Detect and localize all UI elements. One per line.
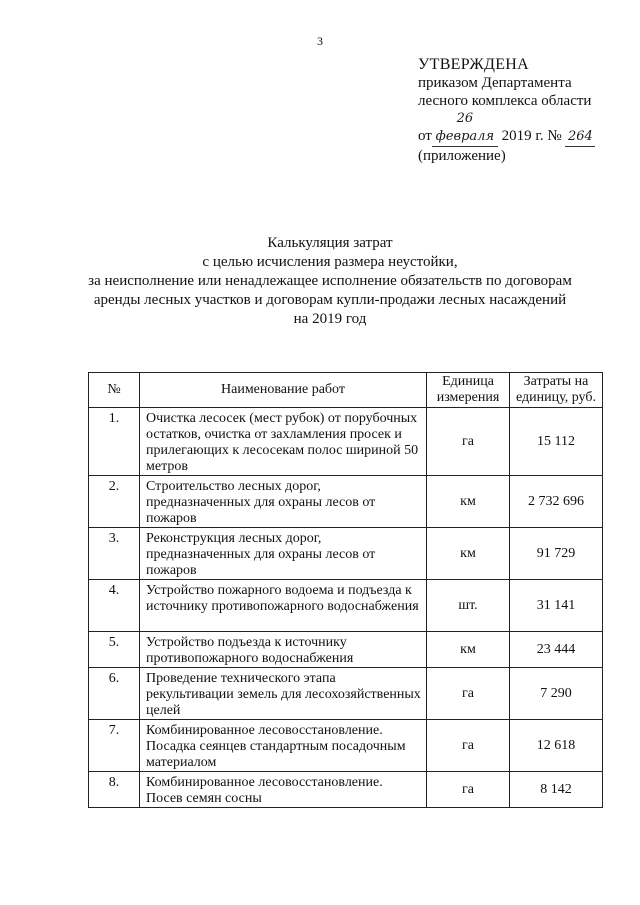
table-row <box>89 632 603 668</box>
row-unit: га <box>427 668 510 720</box>
row-unit: км <box>427 528 510 580</box>
header-cost: Затраты на единицу, руб. <box>510 373 603 408</box>
row-unit: га <box>427 408 510 476</box>
table-row <box>89 476 603 528</box>
row-work-name: Очистка лесосек (мест рубок) от порубочных остатков, очистка от захламления просек и прилегающих к лесосекам полос шириной 50 метров <box>140 408 427 476</box>
table-row <box>89 720 603 772</box>
title-line-5: на 2019 год <box>293 311 367 327</box>
table-row <box>89 580 603 632</box>
row-number: 3. <box>89 528 140 580</box>
row-cost: 2 732 696 <box>510 476 603 528</box>
approval-date-line <box>418 110 595 147</box>
table-row <box>89 772 603 808</box>
row-cost: 7 290 <box>510 668 603 720</box>
approval-line-1: приказом Департамента <box>418 75 572 91</box>
handwritten-date: 26 февраля <box>432 110 498 147</box>
header-unit: Единица измерения <box>427 373 510 408</box>
row-number: 2. <box>89 476 140 528</box>
handwritten-number: 264 <box>565 128 595 147</box>
row-unit: шт. <box>427 580 510 632</box>
row-work-name: Проведение технического этапа рекультивации земель для лесохозяйственных целей <box>140 668 427 720</box>
row-number: 7. <box>89 720 140 772</box>
row-work-name: Строительство лесных дорог, предназначенных для охраны лесов от пожаров <box>140 476 427 528</box>
row-number: 1. <box>89 408 140 476</box>
page-number: 3 <box>317 34 323 48</box>
table-row <box>89 668 603 720</box>
title-line-2: с целью исчисления размера неустойки, <box>202 254 458 270</box>
row-cost: 12 618 <box>510 720 603 772</box>
title-line-3: за неисполнение или ненадлежащее исполнение обязательств по договорам <box>88 273 572 289</box>
approval-block <box>418 56 595 165</box>
row-number: 4. <box>89 580 140 632</box>
row-cost: 31 141 <box>510 580 603 632</box>
row-unit: га <box>427 720 510 772</box>
row-cost: 23 444 <box>510 632 603 668</box>
header-num: № <box>89 373 140 408</box>
row-cost: 15 112 <box>510 408 603 476</box>
row-unit: км <box>427 476 510 528</box>
row-work-name: Устройство пожарного водоема и подъезда к источнику противопожарного водоснабжения <box>140 580 427 632</box>
date-suffix: 2019 г. № <box>501 128 562 144</box>
title-line-4: аренды лесных участков и договорам купли-продажи лесных насаждений <box>93 292 567 308</box>
approval-appendix: (приложение) <box>418 148 506 164</box>
approval-line-2: лесного комплекса области <box>418 93 592 109</box>
row-work-name: Комбинированное лесовосстановление. Посев семян сосны <box>140 772 427 808</box>
row-number: 5. <box>89 632 140 668</box>
table-row <box>89 528 603 580</box>
row-number: 6. <box>89 668 140 720</box>
row-work-name: Устройство подъезда к источнику противопожарного водоснабжения <box>140 632 427 668</box>
row-work-name: Комбинированное лесовосстановление. Посадка сеянцев стандартным посадочным материалом <box>140 720 427 772</box>
table-row <box>89 408 603 476</box>
row-unit: га <box>427 772 510 808</box>
approval-heading: УТВЕРЖДЕНА <box>418 56 530 73</box>
title-line-1: Калькуляция затрат <box>267 235 393 251</box>
table-header-row <box>89 373 603 408</box>
row-number: 8. <box>89 772 140 808</box>
header-name: Наименование работ <box>140 373 427 408</box>
row-cost: 8 142 <box>510 772 603 808</box>
row-unit: км <box>427 632 510 668</box>
document-title <box>60 234 600 329</box>
row-work-name: Реконструкция лесных дорог, предназначенных для охраны лесов от пожаров <box>140 528 427 580</box>
row-cost: 91 729 <box>510 528 603 580</box>
date-prefix: от <box>418 128 432 144</box>
cost-table <box>88 372 603 808</box>
